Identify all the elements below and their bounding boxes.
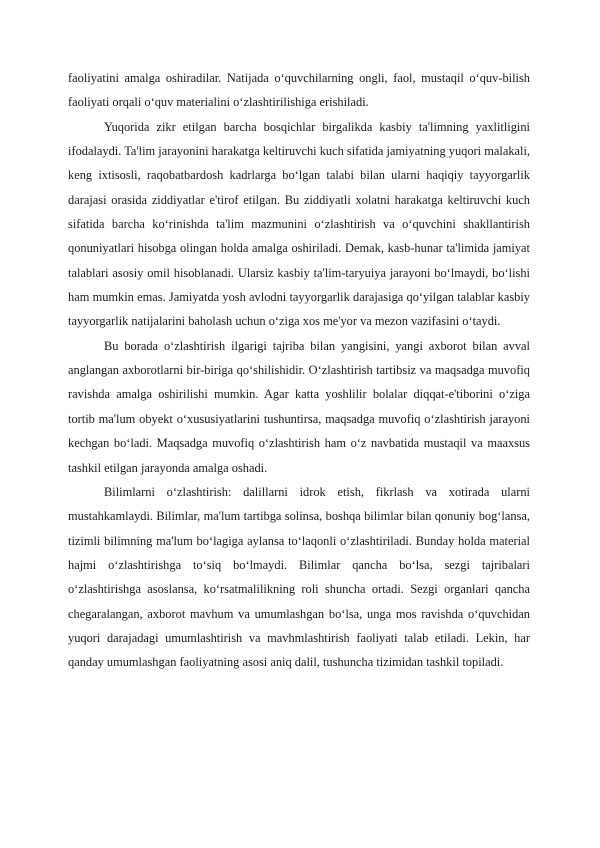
paragraph-2: Yuqorida zikr etilgan barcha bosqichlar birgalikda kasbiy ta'limning yaxlitligini ifodalaydi. Ta'lim jarayonini harakatga keltiruvchi kuch sifatida jamiyatning yuqori malakali, keng ixtisosli, raqobatbardosh kadrlarga bo‘lgan talabi bilan ularni haqiqiy tayyorgarlik darajasi orasida ziddiyatlar e'tirof etilgan. Bu ziddiyatli xolatni harakatga keltiruvchi kuch sifatida barcha ko‘rinishda ta'lim mazmunini o‘zlashtirish va o‘quvchini shakllantirish qonuniyatlari hisobga olingan holda amalga oshiriladi. Demak, kasb-hunar ta'limida jamiyat talablari asosiy omil hisoblanadi. Ularsiz kasbiy ta'lim-taryuiya jarayoni bo‘lmaydi, bo‘lishi ham mumkin emas. Jamiyatda yosh avlodni tayyorgarlik darajasiga qo‘yilgan talablar kasbiy tayyorgarlik natijalarini baholash uchun o‘ziga xos me'yor va mezon vazifasini o‘taydi.: [68, 119, 530, 329]
paragraph-4: Bilimlarni o‘zlashtirish: dalillarni idrok etish, fikrlash va xotirada ularni mustahkamlaydi. Bilimlar, ma'lum tartibga solinsa, boshqa bilimlar bilan qonuniy bog‘lansa, tizimli bilimning ma'lum bo‘lagiga aylansa to‘laqonli o‘zlashtiriladi. Bunday holda material hajmi o‘zlashtirishga to‘siq bo‘lmaydi. Bilimlar qancha bo‘lsa, sezgi tajribalari o‘zlashtirishga asoslansa, ko‘rsatmalilikning roli shuncha ortadi. Sezgi organlari qancha chegaralangan, axborot mavhum va umumlashgan bo‘lsa, unga mos ravishda o‘quvchidan yuqori darajadagi umumlashtirish va mavhmlashtirish faoliyati talab etiladi. Lekin, har qanday umumlashgan faoliyatning asosi aniq dalil, tushuncha tizimidan tashkil topiladi.: [68, 484, 530, 670]
document-page: [68, 66, 530, 675]
paragraph-3: Bu borada o‘zlashtirish ilgarigi tajriba bilan yangisini, yangi axborot bilan avval anglangan axborotlarni bir-biriga qo‘shilishidir. O‘zlashtirish tartibsiz va maqsadga muvofiq ravishda amalga oshirilishi mumkin. Agar katta yoshlilir bolalar diqqat-e'tiborini o‘ziga tortib ma'lum obyekt o‘xususiyatlarini tushuntirsa, maqsadga muvofiq o‘zlashtirish jarayoni kechgan bo‘ladi. Maqsadga muvofiq o‘zlashtirish ham o‘z navbatida mustaqil va maaxsus tashkil etilgan jarayonda amalga oshadi.: [68, 338, 530, 475]
paragraph-1: faoliyatini amalga oshiradilar. Natijada o‘quvchilarning ongli, faol, mustaqil o‘quv-bilish faoliyati orqali o‘quv materialini o‘zlashtirilishiga erishiladi.: [68, 71, 530, 110]
